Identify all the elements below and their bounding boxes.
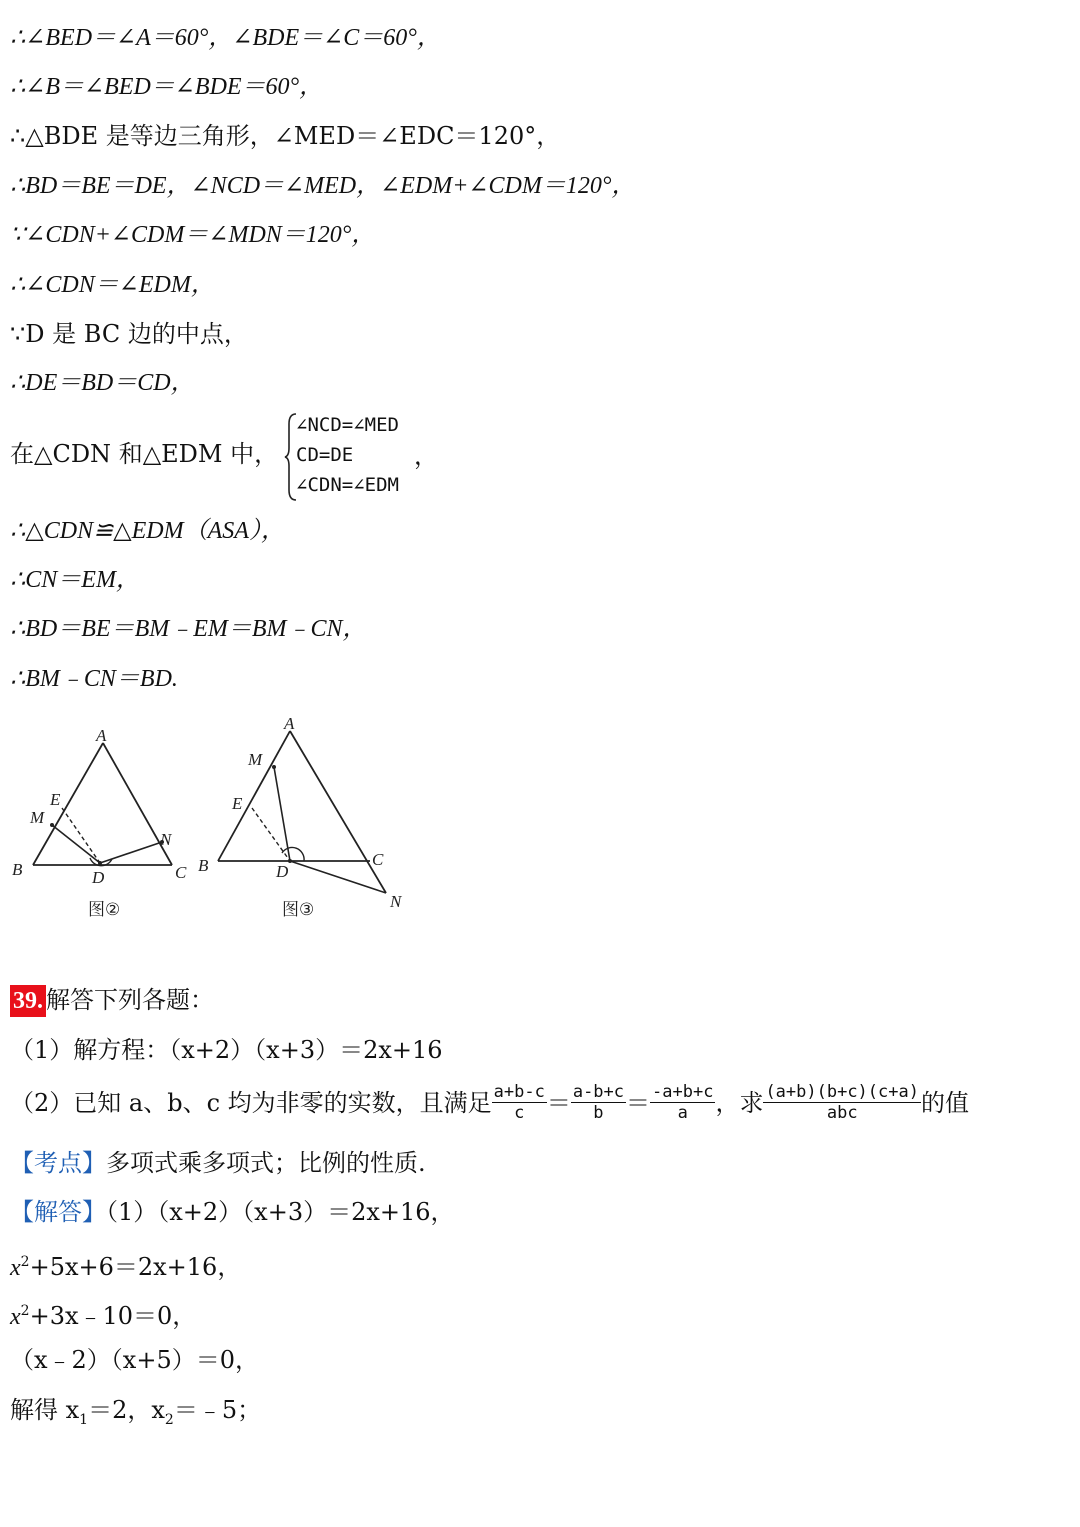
label-M: M (248, 750, 263, 769)
s4-part-c: ＝﹣5； (173, 1396, 262, 1424)
solution-line-2 (10, 1295, 196, 1333)
segment-ED-dashed (62, 808, 100, 863)
figure-2-caption: 图② (88, 900, 121, 920)
proof-line-4: ∴BD＝BE＝DE，∠NCD＝∠MED，∠EDM+∠CDM＝120°， (10, 173, 636, 199)
proof-line-11: ∴CN＝EM， (10, 567, 140, 593)
problem-part-1: （1）解方程：（x+2）（x+3）＝2x+16 (10, 1036, 443, 1064)
kaodian-text: 多项式乘多项式；比例的性质. (106, 1149, 426, 1177)
system-row-1: ∠NCD=∠MED (296, 414, 399, 436)
jieda-label: 【解答】 (10, 1198, 106, 1226)
label-E: E (232, 794, 243, 813)
label-A: A (284, 714, 295, 733)
fraction-3 (650, 1082, 715, 1123)
fraction-4 (763, 1082, 921, 1123)
segment-DN (100, 842, 162, 863)
proof-line-12: ∴BD＝BE＝BM﹣EM＝BM﹣CN， (10, 616, 367, 642)
system-row-3: ∠CDN=∠EDM (296, 474, 399, 496)
problem-header (10, 984, 214, 1017)
proof-line-8: ∴DE＝BD＝CD， (10, 370, 195, 396)
fraction-1-denominator: c (514, 1103, 525, 1123)
s1-rest: +5x+6＝2x+16， (29, 1253, 242, 1281)
label-N: N (160, 830, 172, 849)
segment-MD (274, 767, 290, 861)
problem-number-badge: 39. (10, 985, 46, 1017)
segment-MD (52, 825, 100, 863)
proof-line-7: ∵D 是 BC 边的中点， (10, 320, 248, 348)
jieda-line (10, 1196, 455, 1228)
fraction-3-numerator: -a+b+c (652, 1082, 714, 1102)
s1-var: x (10, 1255, 21, 1281)
segment-AB (33, 743, 103, 865)
proof-line-10: ∴△CDN≌△EDM（ASA）， (10, 518, 285, 544)
label-B: B (198, 856, 209, 875)
ask-label: 求 (739, 1089, 764, 1117)
proof-line-1: ∴∠BED＝∠A＝60°，∠BDE＝∠C＝60°， (10, 25, 441, 51)
problem-title: 解答下列各题： (46, 986, 214, 1014)
equals-sign-1: ＝ (546, 1089, 571, 1117)
system-row-2: CD=DE (296, 444, 354, 466)
s2-var: x (10, 1304, 21, 1330)
s4-sub-2: 2 (164, 1411, 174, 1428)
part-2-tail: 的值 (920, 1089, 969, 1117)
s4-sub-1: 1 (79, 1411, 89, 1428)
label-N: N (390, 892, 402, 911)
jieda-text: （1）（x+2）（x+3）＝2x+16， (106, 1198, 455, 1226)
proof-line-2: ∴∠B＝∠BED＝∠BDE＝60°， (10, 74, 324, 100)
kaodian-label: 【考点】 (10, 1149, 106, 1177)
fraction-1 (492, 1082, 547, 1123)
fraction-2-numerator: a-b+c (572, 1082, 625, 1102)
kaodian-line (10, 1147, 426, 1179)
proof-line-9-suffix: ， (414, 442, 438, 470)
figure-2 (0, 715, 200, 930)
part-2-prefix: （2）已知 a、b、c 均为非零的实数，且满足 (10, 1089, 492, 1117)
label-D: D (276, 862, 289, 881)
label-A: A (96, 726, 107, 745)
label-M: M (30, 808, 45, 827)
solution-line-4 (10, 1394, 261, 1436)
fraction-2-denominator: b (593, 1103, 604, 1123)
fraction-4-denominator: abc (826, 1103, 858, 1123)
label-B: B (12, 860, 23, 879)
s4-part-b: ＝2，x (88, 1396, 165, 1424)
proof-line-13: ∴BM﹣CN＝BD. (10, 666, 178, 692)
comma: ， (715, 1089, 740, 1117)
fraction-2 (571, 1082, 626, 1123)
fraction-1-numerator: a+b-c (493, 1082, 545, 1102)
proof-line-9-prefix: 在△CDN 和△EDM 中， (10, 440, 279, 468)
fraction-3-denominator: a (677, 1103, 688, 1123)
proof-line-3: ∴△BDE 是等边三角形，∠MED＝∠EDC＝120°， (10, 122, 561, 150)
proof-line-6: ∴∠CDN＝∠EDM， (10, 272, 215, 298)
solution-line-1 (10, 1246, 241, 1284)
segment-ED-dashed (252, 808, 290, 861)
proof-line-5: ∵∠CDN+∠CDM＝∠MDN＝120°， (10, 222, 376, 248)
label-C: C (372, 850, 384, 869)
s1-exponent: 2 (20, 1254, 30, 1270)
equals-sign-2: ＝ (626, 1089, 651, 1117)
problem-part-2 (10, 1084, 969, 1125)
figure-3 (190, 705, 420, 930)
solution-line-3: （x﹣2）（x+5）＝0， (10, 1346, 259, 1374)
label-D: D (92, 868, 105, 887)
label-C: C (175, 863, 187, 882)
figure-3-caption: 图③ (282, 900, 315, 920)
s4-part-a: 解得 x (10, 1396, 80, 1424)
label-E: E (50, 790, 61, 809)
s2-exponent: 2 (20, 1303, 30, 1319)
fraction-4-numerator: (a+b)(b+c)(c+a) (765, 1082, 919, 1102)
s2-rest: +3x﹣10＝0， (29, 1302, 197, 1330)
